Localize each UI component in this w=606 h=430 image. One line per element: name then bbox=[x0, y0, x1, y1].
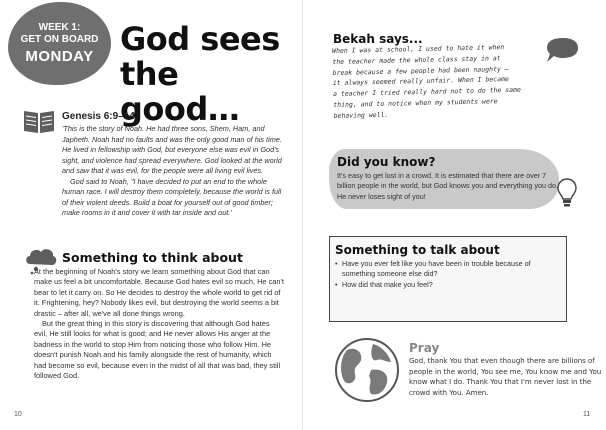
bekah-line: a teacher I tried really hard not to do the same bbox=[333, 85, 521, 99]
bible-paragraph: 'This is the story of Noah. He had three sons, Shem, Ham, and Japheth. Noah had no faults and was the only good man of his time. He lived in fellowship with God, but everyone else was evil in God's sight, and violence had spread everywhere. God looked at the world and saw that it was evil, for the people were all living evil lives. bbox=[62, 124, 282, 175]
title-line-2: the good… bbox=[120, 55, 240, 128]
page-title bbox=[120, 22, 300, 127]
bekah-line: thing, and to notice when my students were bbox=[333, 97, 498, 109]
think-heading: Something to think about bbox=[62, 250, 243, 265]
pray-text: God, thank You that even though there are billions of people in the world, You see me, You know me and You know what I do. Thank You that I'm never lost in the crowd with You. Amen. bbox=[409, 357, 602, 397]
bekah-line: break because a few people had been naughty – bbox=[332, 64, 509, 77]
week-label: WEEK 1: bbox=[38, 22, 81, 33]
bekah-heading: Bekah says... bbox=[333, 32, 423, 46]
bekah-handwriting bbox=[332, 41, 554, 122]
talk-item-text: Have you ever felt like you have been in trouble because of something someone else did? bbox=[342, 259, 531, 279]
pray-heading: Pray bbox=[409, 341, 440, 355]
bullet-marker: • bbox=[335, 259, 338, 268]
talk-list bbox=[335, 259, 563, 290]
did-you-know-text: It's easy to get lost in a crowd. It is estimated that there are over 7 billion people in the world, but God knows you and everything you do. He never loses sight of you! bbox=[337, 171, 558, 201]
talk-heading: Something to talk about bbox=[335, 243, 500, 257]
bekah-line: behaving well. bbox=[333, 110, 389, 120]
bible-reference: Genesis 6:9–14 bbox=[62, 111, 135, 122]
talk-panel bbox=[329, 236, 567, 322]
bible-passage bbox=[62, 124, 284, 219]
talk-item-text: How did that make you feel? bbox=[342, 279, 433, 289]
book-icon bbox=[22, 107, 56, 135]
think-paragraph: At the beginning of Noah's story we learn something about God that can make us feel a bit uncomfortable. Because God hates evil so much, He can't bear to let it carry on. So He decides to destroy the whole world to get rid of it. Frightening, hey? Nobody likes evil, but destroying the world seems a bit drastic – after all, we've all done things wrong. bbox=[34, 267, 284, 318]
bekah-line: the teacher made the whole class stay in at bbox=[332, 53, 501, 66]
bekah-line: When I was at school, I used to hate it when bbox=[332, 43, 505, 55]
bullet-marker: • bbox=[335, 279, 338, 289]
list-item bbox=[335, 280, 563, 290]
globe-icon bbox=[333, 336, 401, 404]
think-body bbox=[34, 267, 284, 381]
light-bulb-icon bbox=[555, 176, 579, 210]
list-item bbox=[335, 259, 563, 280]
bekah-line: it always seemed really unfair. When I became bbox=[332, 75, 510, 88]
right-page bbox=[303, 0, 606, 430]
week-theme: GET ON BOARD bbox=[20, 34, 99, 45]
page-number-left: 10 bbox=[14, 411, 22, 418]
week-badge bbox=[8, 2, 111, 85]
title-line-1: God sees bbox=[120, 20, 280, 58]
day-label: MONDAY bbox=[25, 48, 94, 65]
did-you-know-panel bbox=[329, 149, 559, 209]
did-you-know-heading: Did you know? bbox=[337, 155, 436, 169]
bible-paragraph: God said to Noah, "I have decided to put an end to the whole human race. I will destroy them completely, because the world is full of their violent deeds. Build a boat for yourself out of good timber; make rooms in it and cover it with tar inside and out.' bbox=[62, 176, 282, 217]
think-paragraph: But the great thing in this story is discovering that although God hates evil, He still looks for what is good; and He never allows His anger at the badness in the world to stop Him from noticing those who follow Him. He doesn't punish Noah and his family alongside the rest of humanity, which had become so evil, because even in the midst of all that was bad, they still followed God. bbox=[34, 319, 281, 381]
page-number-right: 11 bbox=[583, 411, 591, 418]
